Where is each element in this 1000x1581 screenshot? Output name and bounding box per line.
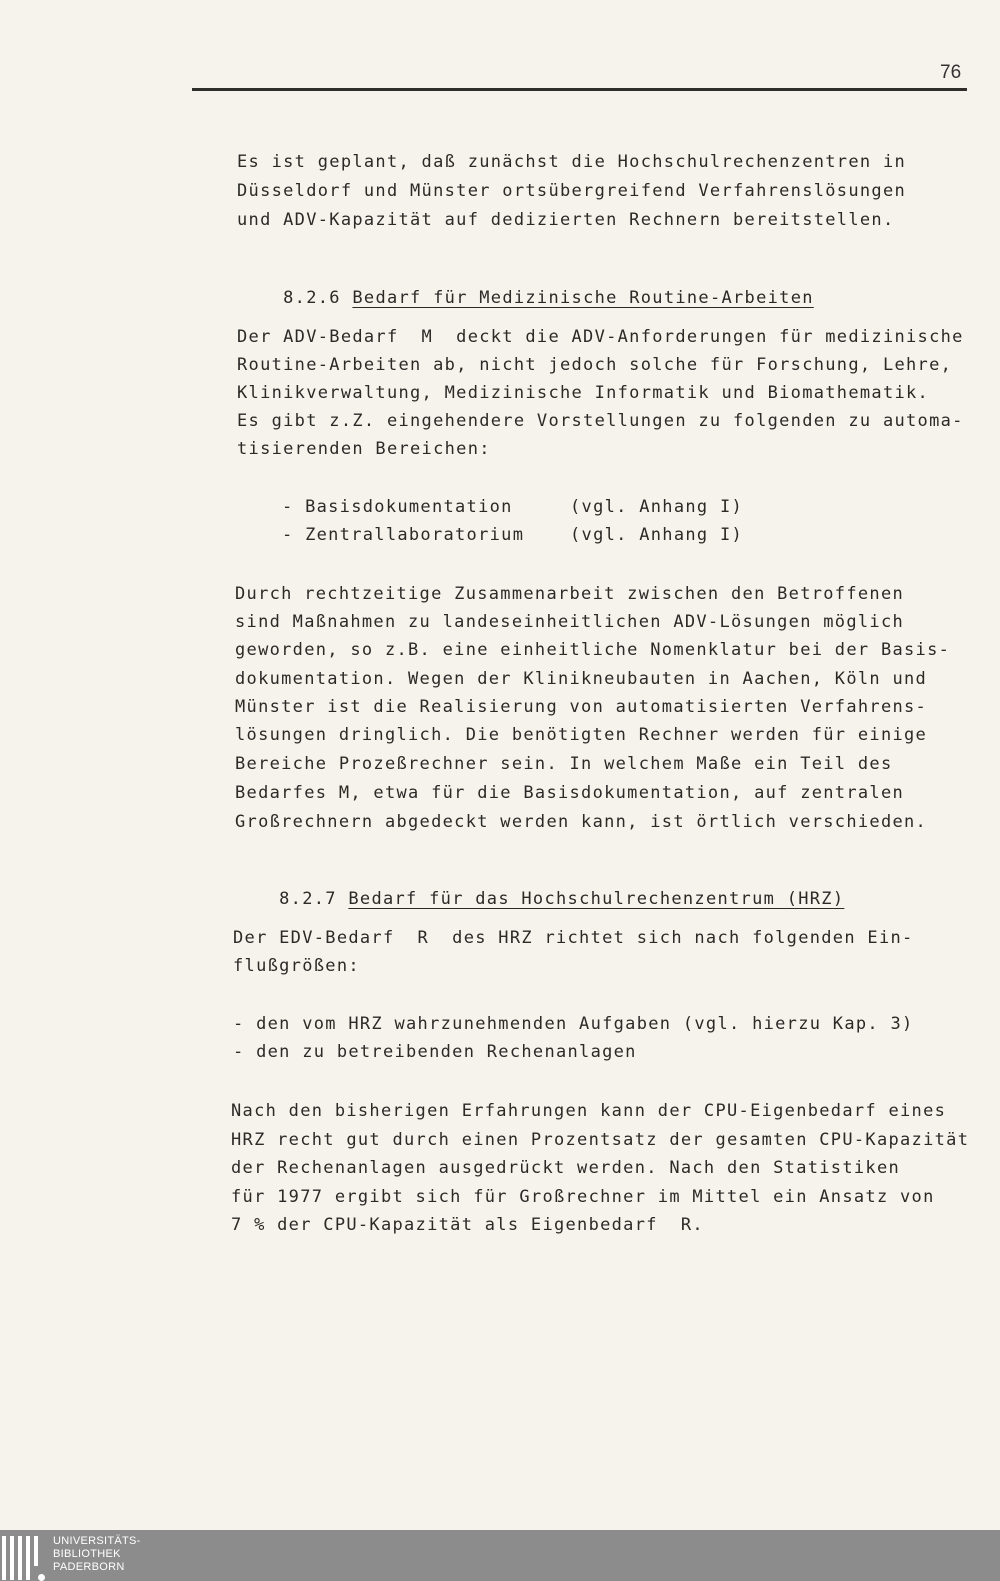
text-line: Klinikverwaltung, Medizinische Informatik und Biomathematik. bbox=[237, 383, 930, 403]
text-line: Der EDV-Bedarf R des HRZ richtet sich nach folgenden Ein- bbox=[233, 928, 914, 948]
text-line: der Rechenanlagen ausgedrückt werden. Nach den Statistiken bbox=[231, 1158, 901, 1178]
section-number: 8.2.7 bbox=[279, 889, 337, 909]
list-item: - den zu betreibenden Rechenanlagen bbox=[233, 1042, 637, 1062]
text-line: Großrechnern abgedeckt werden kann, ist örtlich verschieden. bbox=[235, 812, 928, 832]
logo-line: UNIVERSITÄTS- bbox=[53, 1535, 141, 1547]
list-item-reference: (vgl. Anhang I) bbox=[570, 497, 744, 517]
text-line: lösungen dringlich. Die benötigten Rechner werden für einige bbox=[235, 725, 928, 745]
library-logo-text bbox=[53, 1535, 141, 1574]
section-heading-8-2-7 bbox=[233, 869, 844, 929]
text-line: Nach den bisherigen Erfahrungen kann der CPU-Eigenbedarf eines bbox=[231, 1101, 947, 1121]
text-line: Bereiche Prozeßrechner sein. In welchem Maße ein Teil des bbox=[235, 754, 893, 774]
text-line: und ADV-Kapazität auf dedizierten Rechnern bereitstellen. bbox=[237, 210, 895, 230]
library-barcode-logo-icon bbox=[2, 1536, 42, 1580]
list-item: - Basisdokumentation bbox=[282, 497, 513, 517]
text-line: Es ist geplant, daß zunächst die Hochschulrechenzentren in bbox=[237, 152, 907, 172]
list-item: - Zentrallaboratorium bbox=[282, 525, 525, 545]
header-rule bbox=[192, 88, 967, 91]
text-line: Es gibt z.Z. eingehendere Vorstellungen zu folgenden zu automa- bbox=[237, 411, 964, 431]
text-line: Durch rechtzeitige Zusammenarbeit zwischen den Betroffenen bbox=[235, 584, 905, 604]
list-item-reference: (vgl. Anhang I) bbox=[570, 525, 744, 545]
section-title: Bedarf für Medizinische Routine-Arbeiten bbox=[352, 288, 814, 308]
logo-line: BIBLIOTHEK bbox=[53, 1548, 121, 1560]
list-item: - den vom HRZ wahrzunehmenden Aufgaben (vgl. hierzu Kap. 3) bbox=[233, 1014, 914, 1034]
text-line: 7 % der CPU-Kapazität als Eigenbedarf R. bbox=[231, 1215, 704, 1235]
text-line: HRZ recht gut durch einen Prozentsatz der gesamten CPU-Kapazität bbox=[231, 1130, 970, 1150]
text-line: Der ADV-Bedarf M deckt die ADV-Anforderungen für medizinische bbox=[237, 327, 964, 347]
text-line: sind Maßnahmen zu landeseinheitlichen ADV-Lösungen möglich bbox=[235, 612, 905, 632]
text-line: Bedarfes M, etwa für die Basisdokumentation, auf zentralen bbox=[235, 783, 905, 803]
logo-line: PADERBORN bbox=[53, 1561, 125, 1573]
section-number: 8.2.6 bbox=[283, 288, 341, 308]
text-line: tisierenden Bereichen: bbox=[237, 439, 491, 459]
text-line: flußgrößen: bbox=[233, 956, 360, 976]
text-line: Münster ist die Realisierung von automatisierten Verfahrens- bbox=[235, 697, 928, 717]
section-title: Bedarf für das Hochschulrechenzentrum (HRZ) bbox=[348, 889, 845, 909]
page-number: 76 bbox=[940, 62, 962, 83]
text-line: Düsseldorf und Münster ortsübergreifend Verfahrenslösungen bbox=[237, 181, 907, 201]
footer-bar bbox=[0, 1530, 1000, 1581]
text-line: für 1977 ergibt sich für Großrechner im Mittel ein Ansatz von bbox=[231, 1187, 935, 1207]
text-line: geworden, so z.B. eine einheitliche Nomenklatur bei der Basis- bbox=[235, 640, 951, 660]
text-line: dokumentation. Wegen der Klinikneubauten in Aachen, Köln und bbox=[235, 669, 928, 689]
text-line: Routine-Arbeiten ab, nicht jedoch solche für Forschung, Lehre, bbox=[237, 355, 953, 375]
section-heading-8-2-6 bbox=[237, 268, 814, 328]
